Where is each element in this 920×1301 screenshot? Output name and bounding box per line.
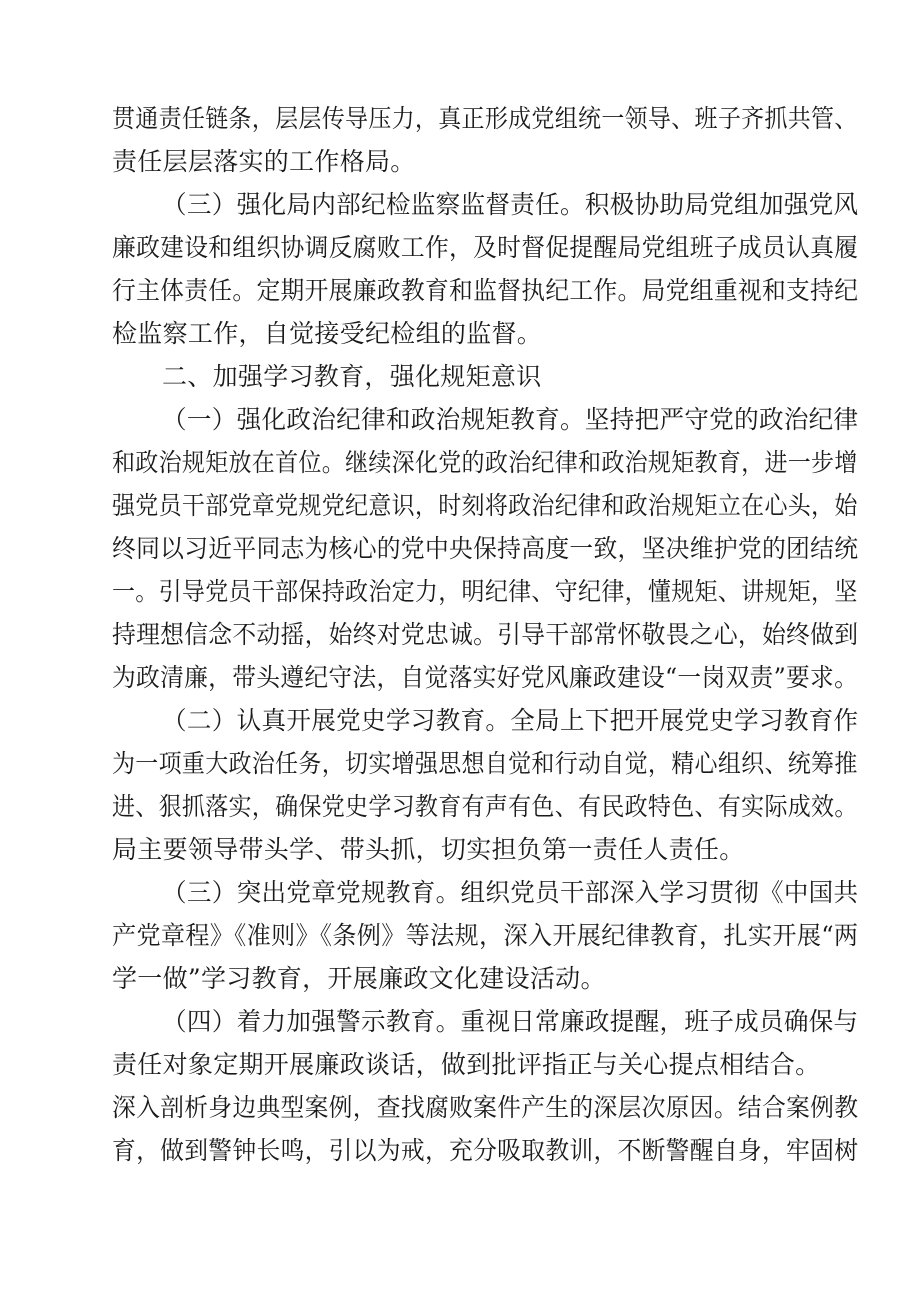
text-line-15: （二）认真开展党史学习教育。全局上下把开展党史学习教育作: [162, 706, 859, 735]
text-line-2: 责任层层落实的工作格局。: [112, 147, 416, 176]
text-line-5: 行主体责任。定期开展廉政教育和监督执纪工作。局党组重视和支持纪: [112, 276, 859, 305]
text-line-18: 局主要领导带头学、带头抓，切实担负第一责任人责任。: [112, 835, 745, 864]
text-line-4: 廉政建设和组织协调反腐败工作，及时督促提醒局党组班子成员认真履: [112, 233, 859, 262]
text-line-23: 责任对象定期开展廉政谈话，做到批评指正与关心提点相结合。: [112, 1050, 821, 1079]
text-line-20: 产党章程》《准则》《条例》等法规，深入开展纪律教育，扎实开展“两: [112, 921, 859, 950]
text-line-22: （四）着力加强警示教育。重视日常廉政提醒，班子成员确保与: [162, 1007, 859, 1036]
text-line-8: （一）强化政治纪律和政治规矩教育。坚持把严守党的政治纪律: [162, 405, 859, 434]
section-heading-2: 二、加强学习教育，强化规矩意识: [162, 362, 542, 391]
text-line-16: 为一项重大政治任务，切实增强思想自觉和行动自觉，精心组织、统筹推: [112, 749, 858, 778]
text-line-11: 终同以习近平同志为核心的党中央保持高度一致，坚决维护党的团结统: [112, 534, 859, 563]
text-line-10: 强党员干部党章党规党纪意识，时刻将政治纪律和政治规矩立在心头，始: [112, 491, 858, 520]
text-line-19: （三）突出党章党规教育。组织党员干部深入学习贯彻《中国共: [162, 878, 859, 907]
text-line-14: 为政清廉，带头遵纪守法，自觉落实好党风廉政建设“一岗双责”要求。: [112, 663, 859, 692]
text-line-21: 学一做”学习教育，开展廉政文化建设活动。: [112, 964, 606, 993]
text-line-24: 深入剖析身边典型案例，查找腐败案件产生的深层次原因。结合案例教: [112, 1093, 859, 1122]
text-line-13: 持理想信念不动摇，始终对党忠诚。引导干部常怀敬畏之心，始终做到: [112, 620, 859, 649]
text-line-17: 进、狠抓落实，确保党史学习教育有声有色、有民政特色、有实际成效。: [112, 792, 858, 821]
text-line-12: 一。引导党员干部保持政治定力，明纪律、守纪律，懂规矩、讲规矩，坚: [112, 577, 858, 606]
text-line-1: 贯通责任链条，层层传导压力，真正形成党组统一领导、班子齐抓共管、: [112, 104, 858, 133]
text-line-3: （三）强化局内部纪检监察监督责任。积极协助局党组加强党风: [162, 190, 859, 219]
text-line-6: 检监察工作，自觉接受纪检组的监督。: [112, 319, 543, 348]
text-line-9: 和政治规矩放在首位。继续深化党的政治纪律和政治规矩教育，进一步增: [112, 448, 858, 477]
text-line-25: 育，做到警钟长鸣，引以为戒，充分吸取教训，不断警醒自身，牢固树: [112, 1136, 859, 1165]
